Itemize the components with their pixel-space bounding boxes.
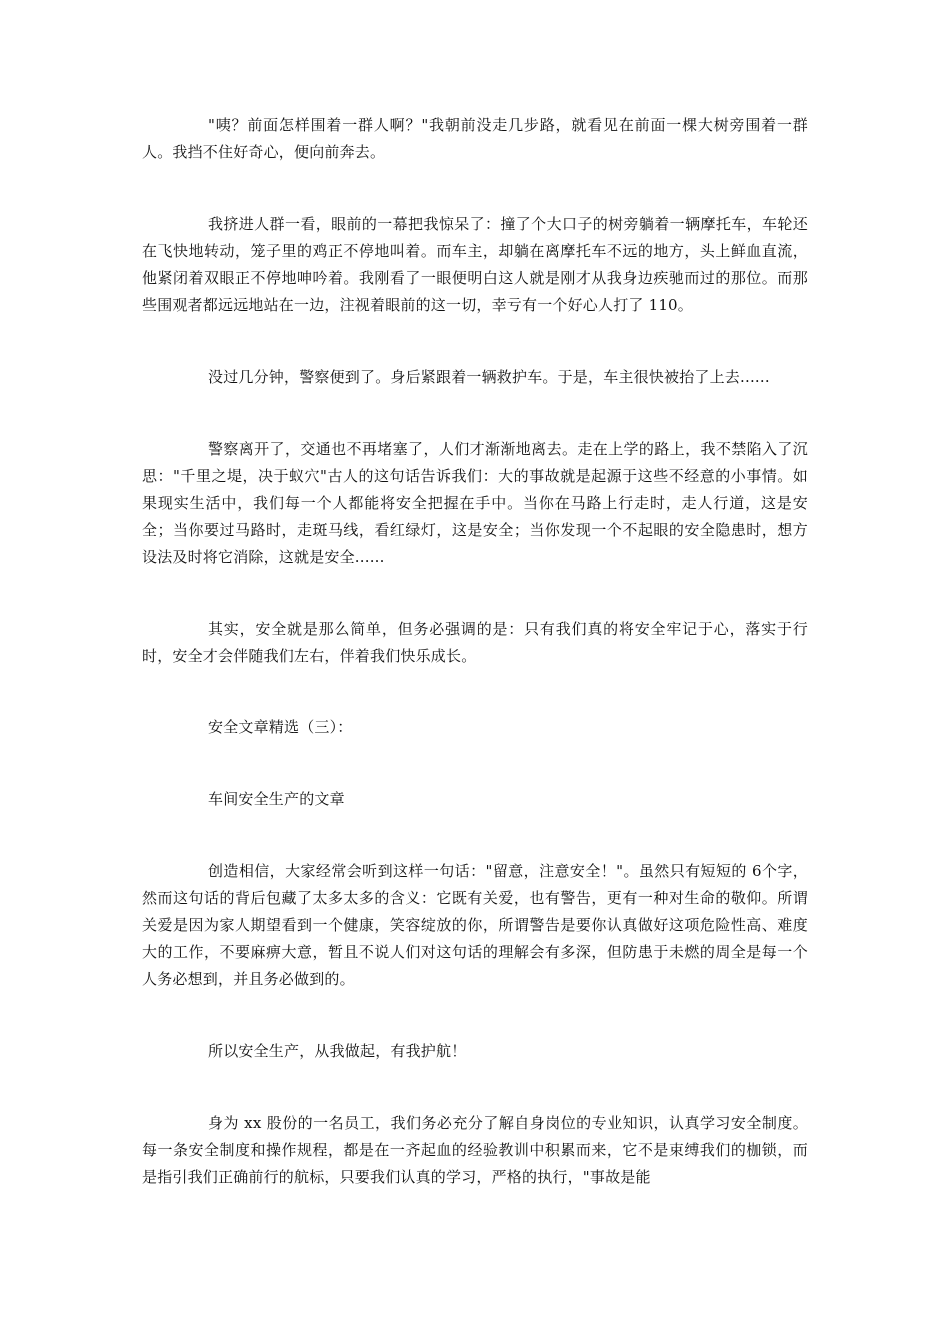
paragraph-slogan: 所以安全生产，从我做起，有我护航！	[208, 1042, 467, 1060]
paragraph-conclusion: 其实，安全就是那么简单，但务必强调的是：只有我们真的将安全牢记于心，落实于行时，安全才会伴随我们左右，伴着我们快乐成长。	[142, 620, 808, 665]
article-title: 车间安全生产的文章	[208, 790, 345, 808]
section-heading: 安全文章精选（三）：	[208, 718, 353, 736]
document-page	[142, 112, 808, 1191]
paragraph-crowd: "咦？前面怎样围着一群人啊？"我朝前没走几步路，就看见在前面一棵大树旁围着一群人。我挡不住好奇心，便向前奔去。	[142, 116, 808, 161]
paragraph-accident-scene: 我挤进人群一看，眼前的一幕把我惊呆了：撞了个大口子的树旁躺着一辆摩托车，车轮还在飞快地转动，笼子里的鸡正不停地叫着。而车主，却躺在离摩托车不远的地方，头上鲜血直流，他紧闭着双眼正不停地呻吟着。我刚看了一眼便明白这人就是刚才从我身边疾驰而过的那位。而那些围观者都远远地站在一边，注视着眼前的这一切，幸亏有一个好心人打了 110。	[142, 215, 808, 314]
paragraph-reflection: 警察离开了，交通也不再堵塞了，人们才渐渐地离去。走在上学的路上，我不禁陷入了沉思："千里之堤，决于蚁穴"古人的这句话告诉我们：大的事故就是起源于这些不经意的小事情。如果现实生活中，我们每一个人都能将安全把握在手中。当你在马路上行走时，走人行道，这是安全；当你要过马路时，走斑马线，看红绿灯，这是安全；当你发现一个不起眼的安全隐患时，想方设法及时将它消除，这就是安全......	[142, 440, 808, 566]
paragraph-police-arrive: 没过几分钟，警察便到了。身后紧跟着一辆救护车。于是，车主很快被抬了上去......	[208, 368, 770, 386]
paragraph-employee-duty: 身为 xx 股份的一名员工，我们务必充分了解自身岗位的专业知识，认真学习安全制度。每一条安全制度和操作规程，都是在一齐起血的经验教训中积累而来，它不是束缚我们的枷锁，而是指引我们正确前行的航标，只要我们认真的学习，严格的执行，"事故是能	[142, 1114, 808, 1186]
paragraph-safety-meaning: 创造相信，大家经常会听到这样一句话："留意，注意安全！"。虽然只有短短的 6个字，然而这句话的背后包藏了太多太多的含义：它既有关爱，也有警告，更有一种对生命的敬仰。所谓关爱是因为家人期望看到一个健康，笑容绽放的你，所谓警告是要你认真做好这项危险性高、难度大的工作，不要麻痹大意，暂且不说人们对这句话的理解会有多深，但防患于未燃的周全是每一个人务必想到，并且务必做到的。	[142, 862, 808, 988]
